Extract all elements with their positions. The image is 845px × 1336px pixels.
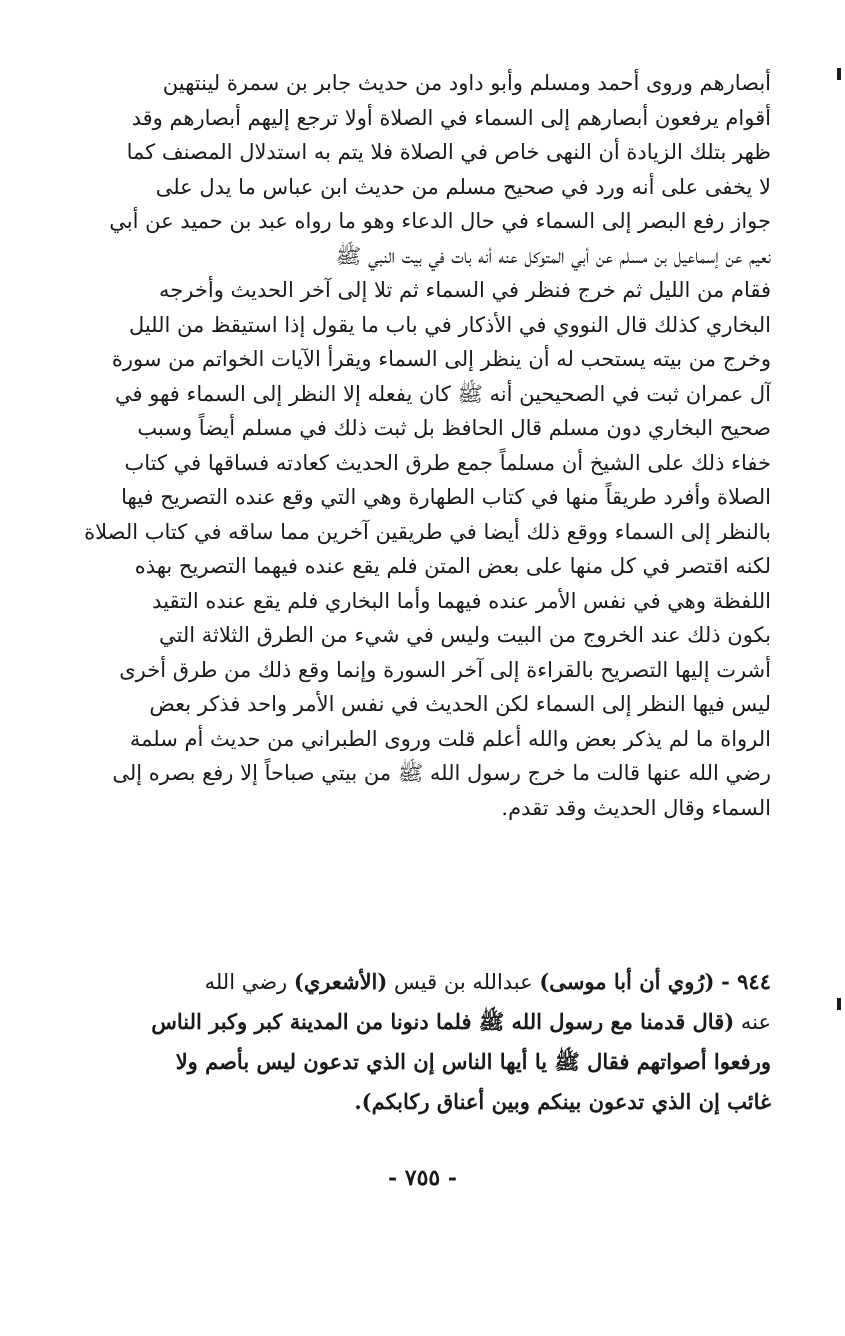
margin-mark [837,998,841,1010]
text-line: الصلاة وأفرد طريقاً منها في كتاب الطهارة وهي التي وقع عنده التصريح فيها [121,485,771,509]
text-line: لا يخفى على أنه ورد في صحيح مسلم من حديث ابن عباس ما يدل على [155,174,771,199]
text-line: السماء وقال الحديث وقد تقدم. [501,795,771,820]
text-line: أقوام يرفعون أبصارهم إلى السماء في الصلاة أولا ترجع إليهم أبصارهم وقد [131,105,771,130]
text-line: وخرج من بيته يستحب له أن ينظر إلى السماء ويقرأ الآيات الخواتم من سورة [111,347,771,371]
text-line: الرواة ما لم يذكر بعض والله أعلم قلت وروى الطبراني من حديث أم سلمة [129,726,771,751]
narrator-name: عبدالله بن قيس [394,970,533,994]
text-line: أبصارهم وروى أحمد ومسلم وأبو داود من حديث جابر بن سمرة لينتهين [162,71,771,95]
text-line: فقام من الليل ثم خرج فنظر في السماء ثم تلا إلى آخر الحديث وأخرجه [159,278,771,302]
text-line: أشرت إليها التصريح بالقراءة إلى آخر السورة وإنما وقع ذلك من طرق أخرى [119,657,771,682]
text-line: آل عمران ثبت في الصحيحين أنه ﷺ كان يفعله إلا النظر إلى السماء فهو في [115,381,771,406]
text-line: رضي الله عنها قالت ما خرج رسول الله ﷺ من بيتي صباحاً إلا رفع بصره إلى [112,761,771,785]
hadith-line [68,962,771,1002]
hadith-text: (قال قدمنا مع رسول الله ﷺ فلما دنونا من المدينة كبر وكبر الناس [151,1009,735,1034]
honorific: رضي الله [204,970,288,994]
page-number: - ٧٥٥ - [387,1165,458,1191]
hadith-text-plain: عنه [740,1010,771,1034]
text-line: ليس فيها النظر إلى السماء لكن الحديث في نفس الأمر واحد فذكر بعض [149,692,771,716]
hadith-number: ٩٤٤ - [721,969,771,994]
text-line: خفاء ذلك على الشيخ أن مسلماً جمع طرق الحديث كعادته فساقها في كتاب [124,450,771,475]
narrator-nisba: (الأشعري) [293,969,388,994]
hadith-line [68,1002,771,1042]
text-line: البخاري كذلك قال النووي في الأذكار في باب ما يقول إذا استيقظ من الليل [128,312,771,337]
text-line: جواز رفع البصر إلى السماء في حال الدعاء وهو ما رواه عبد بن حميد عن أبي [109,209,771,233]
text-line: لكنه اقتصر في كل منها على بعض المتن فلم يقع عنده فيهما التصريح بهذه [134,554,771,578]
hadith-line: غائب إن الذي تدعون بينكم وبين أعناق ركابكم). [354,1089,771,1114]
commentary-text [68,66,771,825]
text-line: نعيم عن إسماعيل بن مسلم عن أبي المتوكل عنه أنه بات في بيت النبي ﷺ [335,243,771,268]
hadith-block [68,962,771,1122]
margin-mark [837,68,841,80]
text-line: اللفظة وهي في نفس الأمر عنده فيهما وأما البخاري فلم يقع عنده التقيد [152,588,771,613]
text-line: ظهر بتلك الزيادة أن النهى خاص في الصلاة فلا يتم به استدلال المصنف كما [126,140,771,164]
text-line: بكون ذلك عند الخروج من البيت وليس في شيء من الطرق الثلاثة التي [158,623,771,647]
text-line: بالنظر إلى السماء ووقع ذلك أيضا في طريقين آخرين مما ساقه في كتاب الصلاة [84,519,771,544]
hadith-line: ورفعوا أصواتهم فقال ﷺ يا أيها الناس إن الذي تدعون ليس بأصم ولا [175,1049,771,1074]
hadith-opening: (رُوي أن أبا موسى) [539,969,715,994]
text-line: صحيح البخاري دون مسلم قال الحافظ بل ثبت ذلك في مسلم أيضاً وسبب [137,416,771,440]
